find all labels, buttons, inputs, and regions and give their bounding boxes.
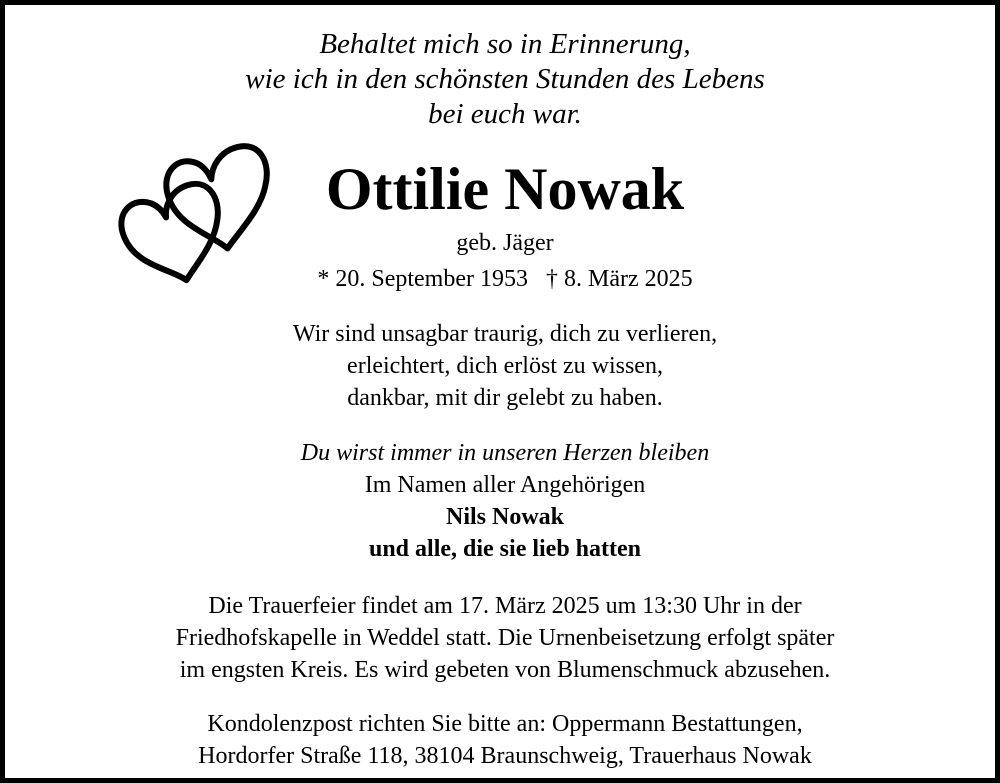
deceased-name: Ottilie Nowak (325, 156, 685, 222)
motto-line-2: wie ich in den schönsten Stunden des Lebens (245, 63, 765, 95)
signer-name: Nils Nowak (445, 504, 565, 530)
condolence-line-1: Kondolenzpost richten Sie bitte an: Oppermann Bestattungen, (207, 711, 803, 737)
motto-line-3: bei euch war. (428, 98, 582, 130)
verse-line-1: Wir sind unsagbar traurig, dich zu verlieren, (292, 321, 718, 347)
on-behalf-line: Im Namen aller Angehörigen (364, 472, 646, 498)
verse-line-2: erleichtert, dich erlöst zu wissen, (347, 353, 663, 379)
life-dates: * 20. September 1953 † 8. März 2025 (317, 266, 693, 292)
closing-italic-line: Du wirst immer in unseren Herzen bleiben (300, 440, 710, 466)
condolence-line-2: Hordorfer Straße 118, 38104 Braunschweig, Trauerhaus Nowak (198, 743, 812, 769)
signer-addition: und alle, die sie lieb hatten (368, 536, 642, 562)
funeral-notice-line-1: Die Trauerfeier findet am 17. März 2025 um 13:30 Uhr in der (208, 593, 802, 619)
verse-line-3: dankbar, mit dir gelebt zu haben. (347, 385, 663, 411)
funeral-notice-line-3: im engsten Kreis. Es wird gebeten von Blumenschmuck abzusehen. (179, 657, 831, 683)
maiden-name: geb. Jäger (456, 230, 554, 256)
motto-line-1: Behaltet mich so in Erinnerung, (319, 28, 691, 60)
funeral-notice-line-2: Friedhofskapelle in Weddel statt. Die Urnenbeisetzung erfolgt später (175, 625, 835, 651)
